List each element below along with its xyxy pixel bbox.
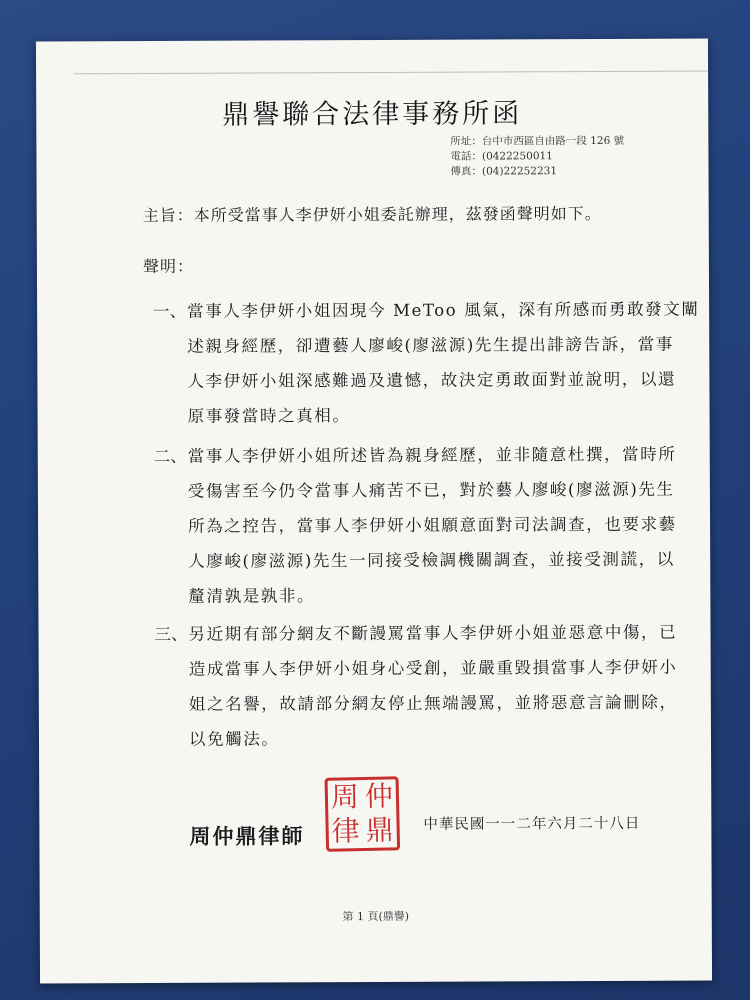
item-line: 所為之控告，當事人李伊妍小姐願意面對司法調查，也要求藝 — [188, 514, 677, 536]
item-line: 當事人李伊妍小姐因現今 MeToo 風氣，深有所感而勇敢發文闡 — [187, 299, 700, 321]
header-rule — [74, 71, 708, 75]
declaration-label: 聲明： — [142, 256, 194, 277]
item-line: 造成當事人李伊妍小姐身心受創，並嚴重毀損當事人李伊妍小 — [188, 657, 678, 679]
item-line: 另近期有部分網友不斷謾罵當事人李伊妍小姐並惡意中傷，已 — [188, 622, 678, 644]
item-number: 三、 — [154, 624, 188, 644]
item-line: 人廖峻(廖滋源)先生一同接受檢調機關調查，並接受測謊，以 — [188, 549, 675, 571]
item-line: 人李伊妍小姐深感難過及遺憾，故決定勇敢面對並說明，以還 — [187, 369, 677, 391]
letter-page — [36, 39, 712, 984]
seal-char: 仲 — [364, 779, 394, 813]
item-line: 原事發當時之真相。 — [187, 406, 351, 426]
item-line: 姐之名譽，故請部分網友停止無端謾罵，並將惡意言論刪除， — [188, 692, 678, 714]
seal-char: 律 — [331, 814, 361, 848]
item-body — [188, 615, 678, 757]
item-line: 當事人李伊妍小姐所述皆為親身經歷，並非隨意杜撰，當時所 — [187, 444, 677, 466]
lawyer-signature: 周仲鼎律師 — [189, 823, 305, 849]
contact-block — [450, 134, 624, 180]
address-line: 所址：台中市西區自由路一段 126 號 — [450, 134, 625, 148]
item-number: 一、 — [153, 301, 187, 321]
firm-title: 鼎譽聯合法律事務所函 — [222, 98, 523, 131]
item-number: 二、 — [153, 446, 187, 466]
seal-char: 鼎 — [365, 813, 395, 847]
item-line: 以免觸法。 — [188, 729, 280, 749]
seal-char: 周 — [330, 780, 360, 814]
subject-line: 主旨：本所受當事人李伊妍小姐委託辦理，茲發函聲明如下。 — [142, 204, 602, 226]
letter-date: 中華民國一一二年六月二十八日 — [423, 815, 641, 833]
item-line: 述親身經歷，卻遭藝人廖峻(廖滋源)先生提出誹謗告訴，當事 — [187, 334, 675, 356]
item-body — [188, 437, 675, 614]
item-body — [187, 292, 700, 434]
fax-line: 傳真：(04)22252231 — [450, 165, 558, 178]
page-number: 第 1 頁(鼎譽) — [342, 909, 410, 924]
phone-line: 電話：(0422250011 — [450, 150, 553, 163]
item-line: 受傷害至今仍令當事人痛苦不已，對於藝人廖峻(廖滋源)先生 — [187, 479, 675, 501]
item-line: 釐清孰是孰非。 — [188, 586, 316, 606]
red-seal-stamp — [325, 776, 401, 852]
